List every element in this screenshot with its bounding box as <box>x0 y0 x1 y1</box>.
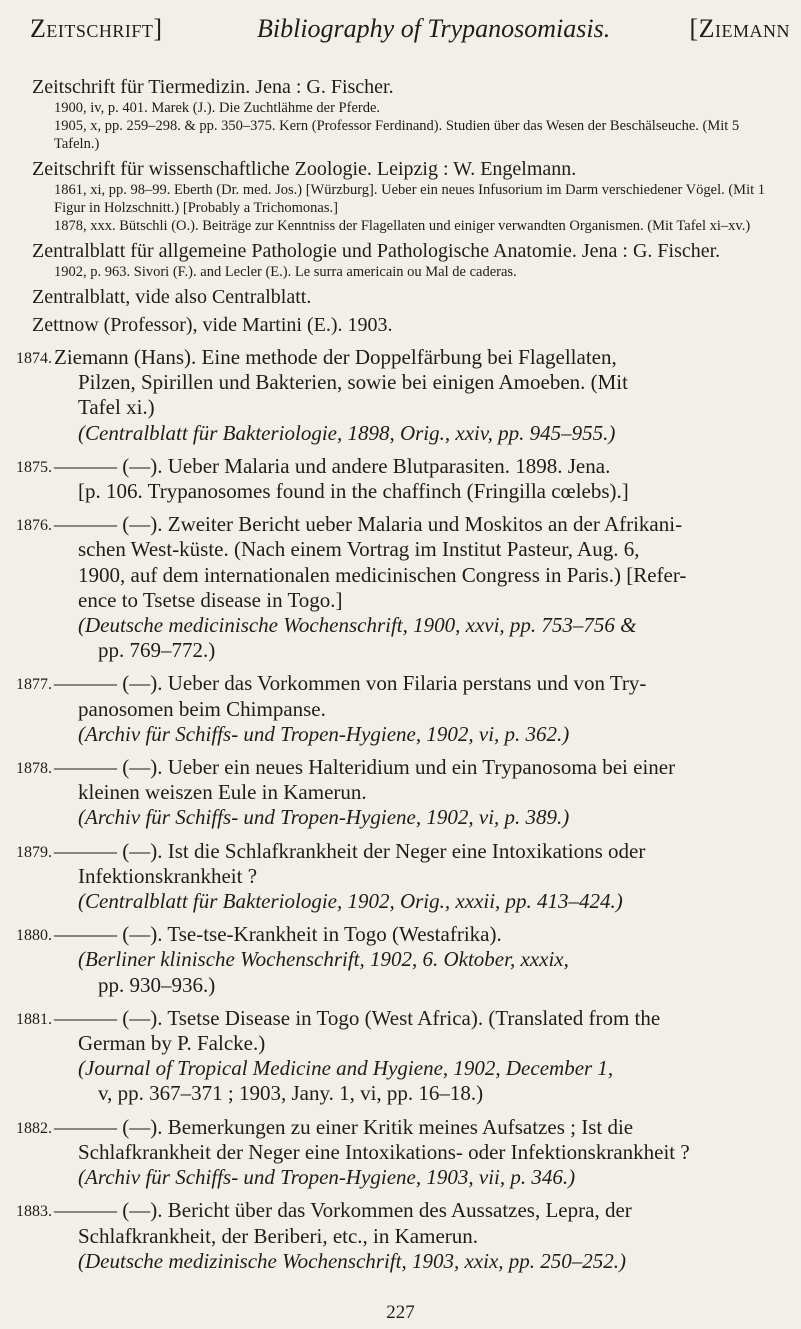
bibliography-entry-1883 <box>0 1198 801 1274</box>
entry-text: Ziemann (Hans). Eine methode der Doppelfärbung bei Flagellaten, <box>54 345 617 369</box>
entry-number: 1879. <box>16 843 52 861</box>
bibliography-entry-1880 <box>0 922 801 998</box>
bibliography-entry-1875 <box>0 454 801 504</box>
entry-text: panosomen beim Chimpanse. <box>78 696 326 721</box>
journal-heading: Zentralblatt für allgemeine Pathologie und Pathologische Anatomie. Jena : G. Fischer. <box>32 240 721 262</box>
journal-subentry: 1902, p. 963. Sivori (F.). and Lecler (E.). Le surra americain ou Mal de caderas. <box>54 264 517 280</box>
journal-subentry: 1900, iv, p. 401. Marek (J.). Die Zuchtlähme der Pferde. <box>54 100 381 116</box>
journal-subentry: 1861, xi, pp. 98–99. Eberth (Dr. med. Jos.) [Würzburg]. Ueber ein neues Infusorium im Darm verschiedener Vögel. (Mit 1 Figur in Holzschnitt.) [Probably a Trichomonas.] <box>54 182 766 216</box>
entry-citation: (Deutsche medizinische Wochenschrift, 1903, xxix, pp. 250–252.) <box>78 1248 627 1273</box>
cross-reference: Zettnow (Professor), vide Martini (E.). 1903. <box>32 314 393 336</box>
journal-subentry: 1878, xxx. Bütschli (O.). Beiträge zur Kenntniss der Flagellaten und einiger verwandten Organismen. (Mit Tafel xi–xv.) <box>54 218 751 234</box>
entry-number: 1877. <box>16 676 52 694</box>
entry-citation: (Deutsche medicinische Wochenschrift, 1900, xxvi, pp. 753–756 & <box>78 613 637 638</box>
entry-text: ——— (—). Bericht über das Vorkommen des Aussatzes, Lepra, der <box>54 1198 632 1223</box>
entry-citation-cont: pp. 769–772.) <box>98 638 216 663</box>
entry-text: [p. 106. Trypanosomes found in the chaffinch (Fringilla cœlebs).] <box>78 479 629 504</box>
page-number: 227 <box>386 1302 415 1323</box>
entry-text: ence to Tsetse disease in Togo.] <box>78 587 343 612</box>
entry-text: 1900, auf dem internationalen medicinischen Congress in Paris.) [Refer- <box>78 562 687 587</box>
bibliography-entry-1879 <box>0 839 801 915</box>
journal-heading: Zeitschrift für Tiermedizin. Jena : G. Fischer. <box>32 76 394 98</box>
entry-citation: (Centralblatt für Bakteriologie, 1898, Orig., xxiv, pp. 945–955.) <box>78 420 616 445</box>
entry-text: Pilzen, Spirillen und Bakterien, sowie bei einigen Amoeben. (Mit <box>78 370 628 395</box>
bibliography-entry-1877 <box>0 671 801 747</box>
header-left: Zeitschrift] <box>30 14 163 43</box>
entry-text: Schlafkrankheit, der Beriberi, etc., in Kamerun. <box>78 1223 479 1248</box>
running-header <box>30 14 790 44</box>
entry-citation: (Journal of Tropical Medicine and Hygiene, 1902, December 1, <box>78 1056 614 1081</box>
entry-citation: (Archiv für Schiffs- und Tropen-Hygiene, 1902, vi, p. 362.) <box>78 721 570 746</box>
entry-text: schen West-küste. (Nach einem Vortrag im Institut Pasteur, Aug. 6, <box>78 537 640 562</box>
entry-number: 1874. <box>16 350 52 367</box>
header-title: Bibliography of Trypanosomiasis. <box>257 14 611 43</box>
entry-number: 1882. <box>16 1119 52 1137</box>
bibliography-entry-1874 <box>0 345 801 446</box>
entry-text: Tafel xi.) <box>78 395 155 420</box>
cross-reference: Zentralblatt, vide also Centralblatt. <box>32 286 312 308</box>
bibliography-entry-1876 <box>0 512 801 663</box>
journal-heading: Zeitschrift für wissenschaftliche Zoologie. Leipzig : W. Engelmann. <box>32 158 577 180</box>
entry-citation: (Archiv für Schiffs- und Tropen-Hygiene, 1903, vii, p. 346.) <box>78 1165 576 1190</box>
entry-number: 1880. <box>16 927 52 945</box>
bibliography-entry-1878 <box>0 755 801 831</box>
entry-text: ——— (—). Ueber Malaria und andere Blutparasiten. 1898. Jena. <box>54 453 611 478</box>
entry-text: ——— (—). Ueber ein neues Halteridium und ein Trypanosoma bei einer <box>54 755 676 780</box>
entry-number: 1876. <box>16 517 52 535</box>
entry-text: Infektionskrankheit ? <box>78 863 258 888</box>
entry-citation: (Berliner klinische Wochenschrift, 1902, 6. Oktober, xxxix, <box>78 947 569 972</box>
entry-text: ——— (—). Zweiter Bericht ueber Malaria und Moskitos an der Afrikani- <box>54 512 683 537</box>
entry-citation-cont: v, pp. 367–371 ; 1903, Jany. 1, vi, pp. 16–18.) <box>98 1081 484 1106</box>
entry-text: kleinen weiszen Eule in Kamerun. <box>78 780 367 805</box>
header-right: [Ziemann <box>689 14 790 43</box>
journal-subentry: 1905, x, pp. 259–298. & pp. 350–375. Kern (Professor Ferdinand). Studien über das Wesen der Beschälseuche. (Mit 5 Tafeln.) <box>54 118 740 152</box>
entry-number: 1878. <box>16 760 52 778</box>
entry-text: ——— (—). Tse-tse-Krankheit in Togo (Westafrika). <box>54 922 502 947</box>
entry-citation: (Centralblatt für Bakteriologie, 1902, Orig., xxxii, pp. 413–424.) <box>78 889 623 914</box>
entry-citation: (Archiv für Schiffs- und Tropen-Hygiene, 1902, vi, p. 389.) <box>78 805 570 830</box>
entry-text: ——— (—). Ist die Schlafkrankheit der Neger eine Intoxikations oder <box>54 838 646 863</box>
bibliography-entry-1881 <box>0 1006 801 1107</box>
bibliography-entry-1882 <box>0 1115 801 1191</box>
entry-text: ——— (—). Bemerkungen zu einer Kritik meines Aufsatzes ; Ist die <box>54 1114 634 1139</box>
entry-text: German by P. Falcke.) <box>78 1031 266 1056</box>
entry-number: 1881. <box>16 1010 52 1028</box>
entry-text: ——— (—). Tsetse Disease in Togo (West Africa). (Translated from the <box>54 1005 661 1030</box>
entry-text: Schlafkrankheit der Neger eine Intoxikations- oder Infektionskrankheit ? <box>78 1139 690 1164</box>
entry-number: 1883. <box>16 1203 52 1221</box>
bibliography-list <box>0 75 801 1274</box>
entry-number: 1875. <box>16 458 52 476</box>
entry-text: ——— (—). Ueber das Vorkommen von Filaria perstans und von Try- <box>54 671 647 696</box>
entry-citation-cont: pp. 930–936.) <box>98 972 216 997</box>
